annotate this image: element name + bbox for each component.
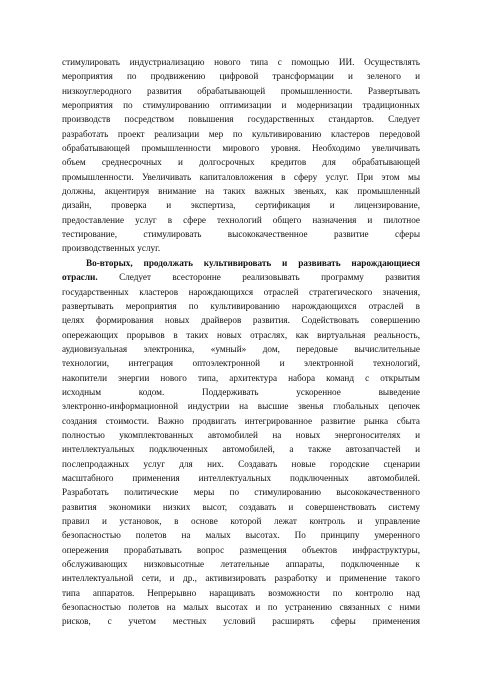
paragraph-2-line-4: целях формирования новых драйверов развития. Содействовать совершению [62, 315, 420, 326]
paragraph-2-line-14: послепродажных услуг для них. Создавать новые городские сценарии [62, 458, 420, 469]
paragraph-1-line-4: мероприятия по стимулированию оптимизации и модернизации традиционных [62, 100, 420, 111]
paragraph-2-line-20: опережения прорабатывать вопрос размещения объектов инфраструктуры, [62, 544, 420, 555]
paragraph-2-line-2: государственных кластеров нарождающихся отраслей стратегического значения, [62, 286, 420, 297]
paragraph-1-line-9: промышленности. Увеличивать капиталовложения в сферу услуг. При этом мы [62, 171, 420, 182]
paragraph-2-line-6: аудиовизуальная электроника, «умный» дом, передовые вычислительные [62, 343, 420, 354]
paragraph-2-line-9: исходным кодом. Поддерживать ускоренное выведение [62, 386, 420, 397]
paragraph-2-line-17: развития экономики низких высот, создавать и совершенствовать систему [62, 501, 420, 512]
paragraph-1-line-1: стимулировать индустриализацию нового типа с помощью ИИ. Осуществлять [62, 57, 420, 67]
paragraph-2-line-15: масштабного применения интеллектуальных подключенных автомобилей. [62, 472, 420, 483]
paragraph-1-line-12: предоставление услуг в сфере технологий общего назначения и пилотное [62, 214, 420, 225]
paragraph-2-heading-tail: отрасли. [62, 272, 98, 283]
paragraph-1-line-2: мероприятия по продвижению цифровой трансформации и зеленого и [62, 71, 420, 82]
paragraph-1-line-3: низкоуглеродного развития обрабатывающей промышленности. Развертывать [62, 85, 420, 96]
paragraph-1-line-6: разработать проект реализации мер по культивированию кластеров передовой [62, 128, 420, 139]
paragraph-1-line-13: тестирование, стимулировать высококачественное развитие сферы [62, 229, 420, 240]
paragraph-1-line-7: обрабатывающей промышленности мирового уровня. Необходимо увеличивать [62, 143, 420, 154]
paragraph-2-line-11: создания стоимости. Важно продвигать интегрированное развитие рынка сбыта [62, 415, 420, 426]
document-body [62, 55, 420, 629]
paragraph-2-line-1-rest: Следует всесторонне реализовывать программу развития [119, 272, 420, 283]
paragraph-1-line-10: должны, акцентируя внимание на таких важных звеньях, как промышленный [62, 186, 420, 197]
paragraph-2-line-5: опережающих прорывов в таких новых отраслях, как виртуальная реальность, [62, 329, 420, 340]
paragraph-2-line-8: накопители энергии нового типа, архитектура набора команд с открытым [62, 372, 420, 383]
paragraph-2-line-10: электронно-информационной индустрии на высшие звенья глобальных цепочек [62, 401, 420, 412]
paragraph-2-line-22: интеллектуальной сети, и др., активизировать разработку и применение такого [62, 573, 420, 584]
paragraph-2-line-13: интеллектуальных подключенных автомобилей, а также автозапчастей и [62, 444, 420, 455]
paragraph-1-line-14: производственных услуг. [62, 243, 161, 254]
paragraph-2-line-24: безопасностью полетов на малых высотах и по устранению связанных с ними [62, 602, 420, 613]
paragraph-2-line-19: безопасностью полетов на малых высотах. По принципу умеренного [62, 530, 420, 541]
paragraph-1-line-11: дизайн, проверка и экспертиза, сертификация и лицензирование, [62, 200, 420, 211]
paragraph-2-line-21: обслуживающих низковысотные летательные аппараты, подключенные к [62, 559, 420, 570]
paragraph-2-line-23: типа аппаратов. Непрерывно наращивать возможности по контролю над [62, 587, 420, 598]
paragraph-2-line-3: развертывать мероприятия по культивированию нарождающихся отраслей в [62, 300, 420, 311]
paragraph-2-line-16: Разработать политические меры по стимулированию высококачественного [62, 487, 420, 498]
paragraph-2-heading: Во-вторых, продолжать культивировать и развивать нарождающиеся [86, 257, 420, 268]
paragraph-2-line-18: правил и установок, в основе которой лежат контроль и управление [62, 516, 420, 526]
paragraph-2-line-1 [62, 270, 420, 284]
paragraph-2-line-7: технологии, интеграция оптоэлектронной и электронной технологий, [62, 358, 420, 369]
paragraph-1-line-8: объем среднесрочных и долгосрочных кредитов для обрабатывающей [62, 157, 420, 168]
paragraph-2-line-12: полностью укомплектованных автомобилей на новых энергоносителях и [62, 429, 420, 440]
paragraph-2-line-25: рисков, с учетом местных условий расширять сферы применения [62, 616, 420, 627]
paragraph-1-line-5: производств посредством повышения государственных стандартов. Следует [62, 114, 420, 125]
